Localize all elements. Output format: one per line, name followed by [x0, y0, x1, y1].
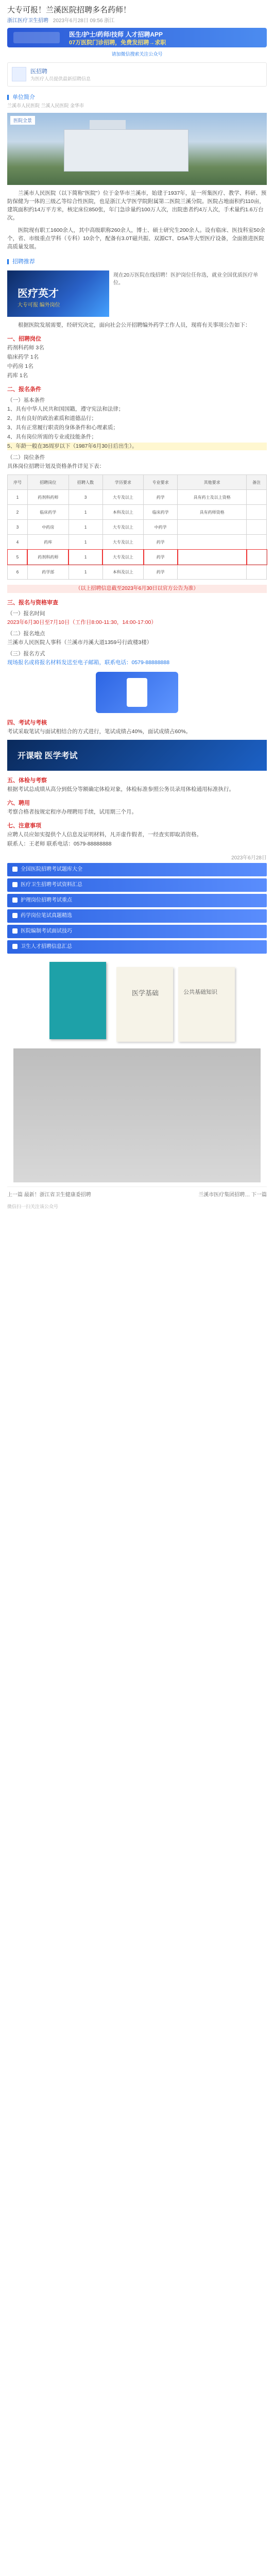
table-cell: 大专及以上 — [102, 490, 144, 505]
table-header: 序号 — [8, 475, 28, 490]
table-row — [8, 520, 267, 535]
next-title: 兰溪市医疗集团招聘… — [198, 1192, 250, 1198]
table-cell — [178, 535, 247, 550]
heading-conditions: 二、报名条件 — [7, 386, 41, 393]
related-link[interactable] — [7, 909, 267, 923]
table-cell — [247, 565, 267, 580]
heading-positions: 一、招聘岗位 — [7, 336, 41, 342]
table-cell — [247, 535, 267, 550]
author-desc: 为医疗人员提供最新招聘信息 — [30, 76, 91, 81]
book-illustration — [29, 957, 245, 1044]
step-2-heading: （二）报名地点 — [7, 631, 45, 637]
ad-image-title: 医疗英才 — [18, 288, 59, 299]
article-page — [0, 0, 274, 1210]
condition-item: 2、具有良好的政治素质和道德品行； — [7, 415, 97, 421]
hospital-photo — [7, 113, 267, 185]
book-cover — [49, 962, 106, 1039]
position-item: 药库 1名 — [7, 372, 28, 379]
banner-line2: 07万医院门诊招聘，免费发招聘→求职 — [69, 40, 166, 46]
table-row — [8, 490, 267, 505]
article-source[interactable]: 浙江医疗卫生招聘 — [7, 18, 48, 24]
table-cell: 本科及以上 — [102, 505, 144, 520]
notes-text: 应聘人员应如实提供个人信息及证明材料，凡弄虚作假者，一经查实即取消资格。 — [7, 832, 202, 838]
table-row — [8, 535, 267, 550]
prev-title: 最新！浙江省卫生健康委招聘 — [24, 1192, 91, 1198]
condition-item: 4、具有岗位所需的专业或技能条件； — [7, 434, 97, 440]
table-cell: 大专及以上 — [102, 550, 144, 565]
link-icon — [12, 944, 18, 949]
ad-section-title: 招聘推荐 — [12, 259, 36, 265]
table-cell — [178, 520, 247, 535]
phone-illustration — [96, 672, 178, 713]
footer-nav — [7, 1187, 267, 1198]
related-link[interactable] — [7, 863, 267, 876]
step-3-text[interactable]: 现场报名或将报名材料发送至电子邮箱，联系电话：0579-88888888 — [7, 659, 170, 666]
table-row — [8, 565, 267, 580]
link-icon — [12, 928, 18, 934]
top-banner[interactable] — [7, 28, 267, 47]
table-cell: 6 — [8, 565, 28, 580]
table-header: 学历要求 — [102, 475, 144, 490]
step-2-text: 兰溪市人民医院人事科（兰溪市丹溪大道1359号行政楼3楼） — [7, 639, 152, 646]
table-cell — [247, 550, 267, 565]
book-cover — [116, 967, 173, 1042]
heading-check: 五、体检与考察 — [7, 777, 47, 784]
table-cell: 大专及以上 — [102, 535, 144, 550]
table-cell: 药学 — [144, 535, 178, 550]
article-meta — [0, 16, 274, 24]
next-label: 下一篇 — [251, 1192, 267, 1198]
heading-bar-icon — [7, 259, 9, 264]
table-cell: 2 — [8, 505, 28, 520]
table-cell: 临床药学 — [27, 505, 68, 520]
position-table — [7, 474, 267, 580]
condition-item: 3、具有正常履行职责的身体条件和心理素质； — [7, 425, 118, 431]
ad-section-heading — [7, 257, 267, 265]
books-photo — [13, 1048, 261, 1182]
photo-tag: 医院全景 — [10, 116, 35, 125]
related-link-label: 医疗卫生招聘考试资料汇总 — [21, 882, 82, 888]
table-cell: 药剂科药师 — [27, 490, 68, 505]
book-label: 医学基础 — [132, 989, 159, 997]
position-item: 药剂科药师 3名 — [7, 345, 44, 351]
prev-link[interactable] — [7, 1190, 91, 1198]
related-links — [0, 863, 274, 954]
related-link[interactable] — [7, 878, 267, 892]
intro-paragraph-1: 兰溪市人民医院（以下简称"医院"）位于金华市兰溪市，始建于1937年，是一所集医疗、教学、科研、预防保健为一体的三级乙等综合性医院，也是浙江大学医学院附属第二医院兰溪分院。医院占地面积约110亩，建筑面积约14万平方米，核定床位850张，年门急诊量约100万人次，出院患者约4万人次，手术量约1.6万台次。 — [7, 190, 267, 221]
recruit-intro: 根据医院发展需要，经研究决定，面向社会公开招聘编外药学工作人员，现将有关事项公告如下： — [18, 322, 251, 328]
table-cell — [247, 505, 267, 520]
position-item: 中药房 1名 — [7, 363, 33, 369]
author-name: 医招聘 — [30, 69, 47, 75]
table-cell: 中药房 — [27, 520, 68, 535]
table-cell — [247, 490, 267, 505]
related-link[interactable] — [7, 894, 267, 907]
related-link[interactable] — [7, 925, 267, 938]
table-cell: 中药学 — [144, 520, 178, 535]
table-cell — [247, 520, 267, 535]
table-row — [8, 505, 267, 520]
table-cell: 具有药士及以上资格 — [178, 490, 247, 505]
heading-bar-icon — [7, 95, 9, 100]
heading-registration: 三、报名与资格审查 — [7, 600, 58, 606]
sub-note[interactable]: 请加微信搜索关注公众号 — [111, 52, 163, 57]
course-banner-title: 开课啦 医学考试 — [18, 752, 78, 760]
table-header: 专业要求 — [144, 475, 178, 490]
step-3-heading: （三）报名方式 — [7, 651, 45, 657]
table-cell: 5 — [8, 550, 28, 565]
related-link-label: 全国医院招聘考试题库大全 — [21, 867, 82, 872]
table-header: 其他要求 — [178, 475, 247, 490]
intro-paragraph-2: 医院现有职工1600余人，其中高级职称260余人，博士、硕士研究生200余人。设有临床、医技科室50余个，省、市级重点学科（专科）10余个，配备有3.0T磁共振、双源CT、DSA等大型医疗设备，全面推进医院高质量发展。 — [7, 227, 265, 250]
ad-row[interactable] — [7, 270, 267, 317]
ad-image[interactable] — [7, 270, 109, 317]
ad-image-sub: 大专可报 编外岗位 — [18, 302, 60, 308]
table-cell: 4 — [8, 535, 28, 550]
table-header: 备注 — [247, 475, 267, 490]
table-cell: 1 — [8, 490, 28, 505]
step-1-text: 2023年6月30日至7月10日（工作日8:00-11:30，14:00-17:00） — [7, 619, 157, 625]
book-cover — [178, 967, 235, 1042]
table-cell: 临床药学 — [144, 505, 178, 520]
table-cell: 1 — [68, 505, 102, 520]
condition-item: 5、年龄一般在35周岁以下（1987年6月30日后出生）。 — [7, 443, 267, 450]
book-label: 公共基础知识 — [183, 989, 217, 995]
related-link-label: 药学岗位笔试真题精选 — [21, 913, 72, 919]
heading-hire: 六、聘用 — [7, 800, 30, 806]
article-date: 2023年6月28日 09:56 浙江 — [53, 18, 115, 24]
hire-text: 考察合格者按规定程序办理聘用手续，试用期三个月。 — [7, 809, 137, 815]
bottom-note: 微信扫一扫关注该公众号 — [7, 1204, 59, 1209]
exam-text: 考试采取笔试与面试相结合的方式进行，笔试成绩占40%，面试成绩占60%。 — [7, 728, 192, 735]
heading-notes: 七、注意事项 — [7, 823, 41, 829]
banner-line1: 医生/护士/药师/技师 人才招聘APP — [69, 31, 163, 38]
ad-text: 现在20万医院在线招聘！医护岗位任你选，就业全国优质医疗单位。 — [113, 273, 259, 286]
related-link-label: 卫生人才招聘信息汇总 — [21, 944, 72, 950]
condition-item: 1、具有中华人民共和国国籍，遵守宪法和法律； — [7, 406, 124, 412]
next-link[interactable] — [198, 1190, 267, 1198]
table-cell: 药库 — [27, 535, 68, 550]
table-cell: 1 — [68, 535, 102, 550]
step-1-heading: （一）报名时间 — [7, 611, 45, 617]
contact-text: 联系人：王老师 联系电话：0579-88888888 — [7, 841, 112, 847]
author-card[interactable] — [7, 62, 267, 87]
link-icon — [12, 897, 18, 903]
table-cell: 药学 — [144, 490, 178, 505]
course-banner[interactable] — [7, 740, 267, 771]
table-row — [8, 550, 267, 565]
table-note: 具体岗位招聘计划及资格条件详见下表： — [7, 463, 105, 469]
link-icon — [12, 867, 18, 872]
check-text: 根据考试总成绩从高分到低分等额确定体检对象，体检标准参照公务员录用体检通用标准执行。 — [7, 786, 234, 792]
table-cell: 1 — [68, 520, 102, 535]
section-intro-title: 单位简介 — [12, 94, 36, 100]
table-cell: 3 — [8, 520, 28, 535]
table-cell: 药学 — [144, 550, 178, 565]
table-cell: 药剂科药师 — [27, 550, 68, 565]
related-link-label: 医院编制考试面试技巧 — [21, 928, 72, 934]
sub-heading-basic: （一）基本条件 — [7, 397, 45, 403]
table-cell: 药学部 — [27, 565, 68, 580]
position-item: 临床药学 1名 — [7, 354, 39, 360]
publish-date: 2023年6月28日 — [231, 855, 267, 861]
link-icon — [12, 913, 18, 918]
table-cell: 大专及以上 — [102, 520, 144, 535]
table-header-row — [8, 475, 267, 490]
section-intro-heading — [7, 93, 267, 101]
avatar — [12, 67, 26, 81]
related-link[interactable] — [7, 940, 267, 954]
table-cell — [178, 565, 247, 580]
table-cell: 3 — [68, 490, 102, 505]
notice-bar: （以上招聘信息截至2023年6月30日以官方公告为准） — [7, 585, 267, 593]
article-title: 大专可报！兰溪医院招聘多名药师！ — [7, 6, 131, 14]
heading-exam: 四、考试与考核 — [7, 720, 47, 726]
table-cell: 药学 — [144, 565, 178, 580]
table-header: 招聘岗位 — [27, 475, 68, 490]
building-shape — [64, 129, 189, 172]
table-header: 招聘人数 — [68, 475, 102, 490]
sub-heading-position: （二）岗位条件 — [7, 454, 45, 461]
prev-label: 上一篇 — [7, 1192, 23, 1198]
related-link-label: 护理岗位招聘考试重点 — [21, 897, 72, 903]
table-cell: 具有药师资格 — [178, 505, 247, 520]
table-cell — [178, 550, 247, 565]
section-intro-sub: 兰溪市人民医院 兰溪人民医院 金华市 — [7, 103, 84, 108]
table-cell: 1 — [68, 550, 102, 565]
link-icon — [12, 882, 18, 887]
table-cell: 本科及以上 — [102, 565, 144, 580]
table-cell: 1 — [68, 565, 102, 580]
banner-logo-icon — [13, 32, 60, 43]
